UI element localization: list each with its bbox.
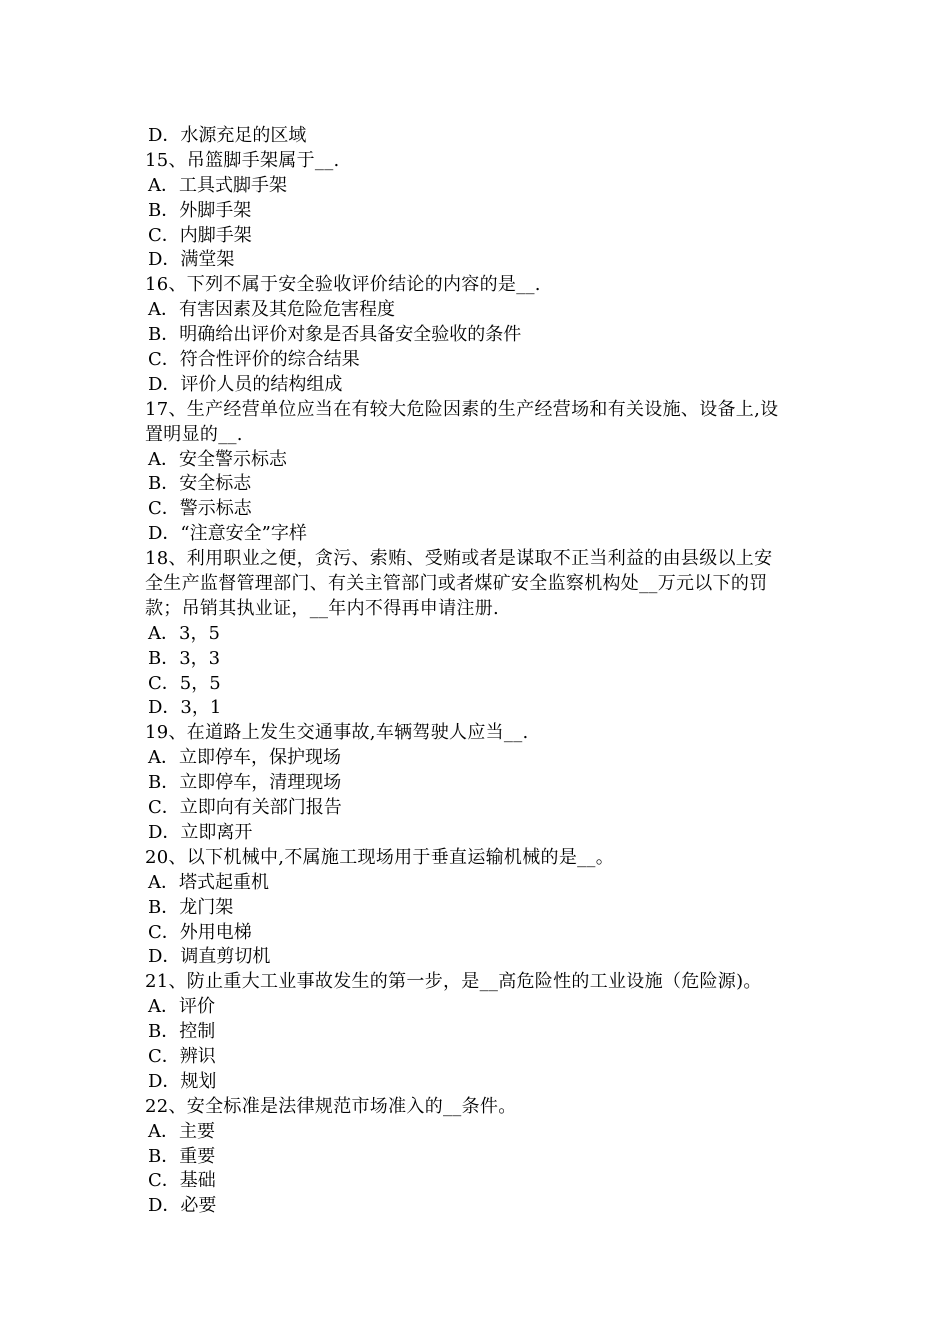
question-text: 19、在道路上发生交通事故,车辆驾驶人应当__. [145, 722, 529, 744]
question-text: 21、防止重大工业事故发生的第一步，是__高危险性的工业设施（危险源)。 [145, 971, 762, 993]
question-text-line: 款；吊销其执业证，__年内不得再申请注册. [145, 597, 500, 619]
answer-option: A．3，5 [148, 622, 220, 644]
answer-option: A．有害因素及其危险危害程度 [148, 299, 395, 321]
question-text-line: 全生产监督管理部门、有关主管部门或者煤矿安全监察机构处__万元以下的罚 [145, 573, 768, 595]
question-text: 15、吊篮脚手架属于__. [145, 149, 340, 171]
answer-option: A．立即停车，保护现场 [148, 747, 341, 769]
answer-option: B．立即停车，清理现场 [148, 772, 342, 794]
answer-option: C．基础 [148, 1170, 216, 1192]
question-text-line: 18、利用职业之便，贪污、索贿、受贿或者是谋取不正当利益的由县级以上安 [145, 548, 773, 570]
answer-option: B．重要 [148, 1145, 216, 1167]
answer-option: A．工具式脚手架 [148, 174, 287, 196]
answer-option: C．5，5 [148, 672, 221, 694]
question-text-line: 置明显的__. [145, 423, 243, 445]
answer-option: D．“注意安全”字样 [148, 523, 307, 545]
answer-option: C．立即向有关部门报告 [148, 797, 342, 819]
answer-option: D．立即离开 [148, 821, 253, 843]
answer-option: B．外脚手架 [148, 199, 252, 221]
question-text: 16、下列不属于安全验收评价结论的内容的是__. [145, 274, 541, 296]
answer-option: D．调直剪切机 [148, 946, 271, 968]
answer-option: D．必要 [148, 1195, 217, 1217]
answer-option: C．外用电梯 [148, 921, 252, 943]
question-text: 22、安全标准是法律规范市场准入的__条件。 [145, 1095, 517, 1117]
question-text: 20、以下机械中,不属施工现场用于垂直运输机械的是__。 [145, 846, 615, 868]
answer-option: A．评价 [148, 996, 215, 1018]
answer-option: D．规划 [148, 1070, 217, 1092]
answer-option: D．3，1 [148, 697, 222, 719]
answer-option: D．评价人员的结构组成 [148, 373, 343, 395]
answer-option: B．控制 [148, 1021, 216, 1043]
answer-option: B．3，3 [148, 647, 221, 669]
answer-option: C．符合性评价的综合结果 [148, 349, 360, 371]
answer-option: C．警示标志 [148, 498, 252, 520]
answer-option: B．龙门架 [148, 896, 234, 918]
answer-option: B．明确给出评价对象是否具备安全验收的条件 [148, 324, 522, 346]
answer-option: D．水源充足的区域 [148, 125, 307, 146]
answer-option: A．主要 [148, 1120, 215, 1142]
answer-option: B．安全标志 [148, 473, 252, 495]
document-page [145, 124, 810, 1219]
question-text-line: 17、生产经营单位应当在有较大危险因素的生产经营场和有关设施、设备上,设 [145, 398, 779, 420]
answer-option: C．辨识 [148, 1045, 216, 1067]
answer-option: D．满堂架 [148, 249, 235, 271]
answer-option: A．安全警示标志 [148, 448, 287, 470]
answer-option: C．内脚手架 [148, 224, 252, 246]
answer-option: A．塔式起重机 [148, 871, 269, 893]
